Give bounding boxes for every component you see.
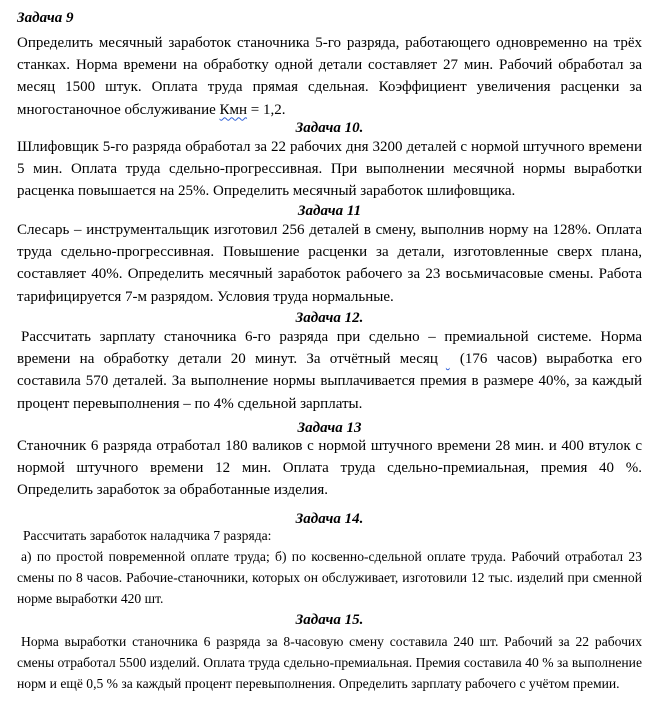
task-14-intro-text: Рассчитать заработок наладчика 7 разряда: xyxy=(23,528,272,543)
task-15-title: Задача 15. xyxy=(295,612,364,628)
task-14-text-body: а) по простой повременной оплате труда; б) по косвенно-сдельной оплате труда. Рабочий отработал 23 смены по 8 часов. Рабочие-станочники, которых он обслуживает, изготовили 12 тыс. изделий при сменной норме выработки 420 шт. xyxy=(17,549,642,606)
task-9-text-before: Определить месячный заработок станочника 5-го разряда, работающего одновременно на трёх станках. Норма времени на обработку одной детали составляет 27 мин. Рабочий обработал за месяц 1500 штук. Оплата труда прямая сдельная. Коэффициент увеличения расценки за многостаночное обслуживание xyxy=(17,35,642,118)
task-12-text-after: (176 часов) выработка его составила 570 деталей. За выполнение нормы выплачивается премия в размере 40%, за каждый процент перевыполнения – по 4% сдельной зарплаты. xyxy=(17,351,642,412)
task-9-text-after: = 1,2. xyxy=(247,101,286,118)
task-9-title: Задача 9 xyxy=(17,10,74,26)
task-12-text-before: Рассчитать зарплату станочника 6-го разряда при сдельно – премиальной системе. Норма времени на обработку детали 20 минут. За отчётный месяц xyxy=(17,329,642,368)
task-13-text: Станочник 6 разряда отработал 180 валиков с нормой штучного времени 28 мин. и 400 втулок с нормой штучного времени 12 мин. Оплата труда сдельно-премиальная, премия 40 %. Определить заработок за обработанные изделия. xyxy=(17,438,642,499)
task-14-text xyxy=(17,547,642,609)
task-12-title: Задача 12. xyxy=(295,310,364,326)
task-15-text: Норма выработки станочника 6 разряда за 8-часовую смену составила 240 шт. Рабочий за 22 рабочих смены отработал 5500 изделий. Оплата труда сдельно-премиальная. Премия составила 40 % за выполнение норм и ещё 0,5 % за каждый процент перевыполнения. Определить зарплату рабочего с учётом премии. xyxy=(17,634,642,691)
task-14-intro xyxy=(17,526,642,547)
task-10-title: Задача 10. xyxy=(295,120,364,136)
kmn-abbrev: Кмн xyxy=(219,101,248,118)
task-10-text: Шлифовщик 5-го разряда обработал за 22 рабочих дня 3200 деталей с нормой штучного времени 5 мин. Оплата труда сдельно-прогрессивная. При выполнении месячной нормы выработки расценка повышается на 25%. Определить месячный заработок шлифовщика. xyxy=(17,139,642,200)
task-12-text xyxy=(17,326,642,415)
task-11-text: Слесарь – инструментальщик изготовил 256 деталей в смену, выполнив норму на 128%. Оплата труда сдельно-прогрессивная. Повышение расценки за детали, изготовленные сверх плана, составляет 40%. Определить месячный заработок рабочего за 23 восьмичасовые смены. Работа тарифицируется 7-м разрядом. Условия труда нормальные. xyxy=(17,222,642,305)
task-14-title: Задача 14. xyxy=(295,511,364,527)
task-13-title: Задача 13 xyxy=(297,420,362,436)
task-11-title: Задача 11 xyxy=(297,203,362,219)
task-9-text xyxy=(17,32,642,121)
